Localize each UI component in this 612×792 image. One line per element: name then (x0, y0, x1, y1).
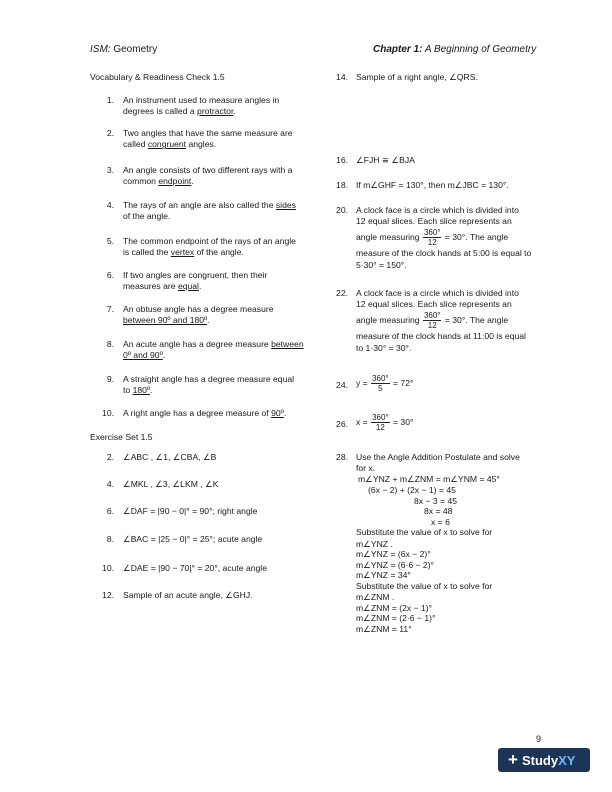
item-text: The common endpoint of the rays of an angle (123, 236, 296, 246)
item-text: is called the (123, 247, 171, 258)
equation-line: m∠ZNM . (356, 592, 395, 603)
vocab-item (96, 200, 296, 222)
exercise-item-20 (330, 205, 570, 271)
item-number: 24. (336, 380, 348, 390)
item-text: ∠BAC = |25 − 0|° = 25°; acute angle (123, 534, 263, 544)
studyxy-logo (498, 748, 590, 772)
item-number: 6. (106, 506, 114, 516)
item-number: 14. (336, 72, 348, 82)
header-book-label: ISM: (90, 44, 111, 55)
item-text: to 1·30° = 30°. (356, 342, 412, 353)
answer-term: congruent (147, 139, 187, 150)
item-text: A straight angle has a degree measure equal (123, 374, 295, 384)
item-number: 28. (336, 452, 348, 462)
item-text: A right angle has a degree measure of (123, 408, 272, 418)
exercise-item-16 (330, 155, 415, 166)
item-text: . (191, 176, 194, 187)
fraction (423, 228, 442, 247)
equation-line: 8x − 3 = 45 (414, 495, 458, 506)
item-text: = 30°. The angle (442, 315, 509, 326)
item-text: Sample of an acute angle, ∠GHJ. (123, 590, 253, 600)
equation-line: m∠YNZ . (356, 538, 393, 549)
item-number: 2. (106, 128, 114, 138)
item-text: ∠MKL , ∠3, ∠LKM , ∠K (123, 479, 219, 489)
running-header-right (373, 44, 536, 55)
vocab-item (96, 270, 267, 292)
fraction-denominator: 12 (375, 423, 385, 432)
vocab-heading: Vocabulary & Readiness Check 1.5 (90, 72, 225, 82)
equation-line: x = 6 (431, 516, 450, 527)
item-text: ∠ABC , ∠1, ∠CBA, ∠B (123, 452, 217, 462)
vocab-item (96, 304, 274, 326)
item-text: A clock face is a circle which is divided into (356, 288, 519, 298)
exercise-item (96, 563, 267, 574)
item-text: 5·30° = 150°. (356, 259, 407, 270)
fraction-denominator: 12 (427, 321, 437, 331)
plus-icon: + (508, 750, 518, 769)
equation-line: m∠YNZ + m∠ZNM = m∠YNM = 45° (358, 474, 500, 485)
exercise-item (96, 479, 218, 490)
item-text: degrees is called a (123, 106, 198, 117)
equation-line: (6x − 2) + (2x − 1) = 45 (368, 485, 456, 495)
answer-term: sides (275, 200, 296, 210)
fraction-denominator: 5 (378, 384, 383, 393)
equation-line: m∠ZNM = 11° (356, 623, 412, 634)
exercise-item (96, 506, 257, 517)
item-text: . (150, 385, 153, 396)
item-number: 1. (106, 95, 114, 105)
item-number: 6. (106, 270, 114, 280)
equation-line: m∠YNZ = (6·6 − 2)° (356, 559, 434, 570)
item-text: angle measuring (356, 315, 422, 326)
item-number: 4. (106, 479, 114, 489)
exercise-item-28 (330, 452, 570, 635)
item-text: 12 equal slices. Each slice represents an (356, 216, 512, 227)
item-text: An angle consists of two different rays with a (123, 165, 293, 175)
answer-term: equal (177, 281, 199, 292)
item-number: 3. (106, 165, 114, 175)
item-text: Use the Angle Addition Postulate and solve (356, 452, 520, 462)
item-number: 2. (106, 452, 114, 462)
answer-term: between 90º and 180º (123, 315, 208, 326)
answer-term: 180º (132, 385, 151, 396)
item-text: 12 equal slices. Each slice represents an (356, 299, 512, 310)
exercise-item (96, 534, 262, 545)
item-number: 10. (102, 408, 114, 418)
equation-line: m∠YNZ = (6x − 2)° (356, 549, 431, 560)
item-number: 10. (102, 563, 114, 573)
exercise-item-24 (330, 374, 413, 393)
item-text: angles. (186, 139, 217, 150)
item-text: to (123, 385, 133, 396)
equation-line: 8x = 48 (424, 506, 453, 517)
item-number: 12. (102, 590, 114, 600)
item-text: ∠DAF = |90 − 0|° = 90°; right angle (123, 506, 258, 516)
item-number: 20. (336, 205, 348, 215)
item-text: . (207, 315, 210, 326)
fraction-numerator: 360° (372, 413, 389, 422)
item-text: = 72° (390, 377, 414, 388)
item-number: 26. (336, 419, 348, 429)
item-text: of the angle. (194, 247, 244, 258)
item-number: 7. (106, 304, 114, 314)
exercise-item-22 (330, 288, 570, 354)
vocab-item (96, 95, 279, 117)
item-number: 4. (106, 200, 114, 210)
item-text: . (283, 408, 287, 418)
item-number: 8. (106, 534, 114, 544)
item-text: measure of the clock hands at 11:00 is equal (356, 331, 526, 342)
item-text: If two angles are congruent, then their (123, 270, 268, 280)
vocab-item (96, 374, 294, 396)
item-text: ∠FJH ≅ ∠BJA (356, 155, 415, 165)
item-text: Substitute the value of x to solve for (356, 527, 493, 538)
exercise-heading: Exercise Set 1.5 (90, 432, 153, 442)
item-text: Sample of a right angle, ∠QRS. (356, 72, 478, 82)
item-text: of the angle. (123, 211, 171, 222)
logo-text: Study (521, 752, 559, 768)
exercise-item-18 (330, 180, 509, 191)
answer-term: between (271, 339, 304, 349)
item-text: called (123, 139, 148, 150)
fraction-numerator: 360° (372, 374, 389, 383)
item-text: for x. (356, 463, 376, 474)
item-text: An obtuse angle has a degree measure (123, 304, 274, 314)
equation-line: m∠ZNM = (2·6 − 1)° (356, 613, 436, 624)
header-book-title: Geometry (110, 44, 158, 55)
logo-text-accent: XY (558, 752, 576, 768)
item-text: An instrument used to measure angles in (123, 95, 280, 105)
item-text: If m∠GHF = 130°, then m∠JBC = 130°. (356, 180, 509, 190)
item-number: 18. (336, 180, 348, 190)
item-text: ∠DAE = |90 − 70|° = 20°, acute angle (123, 563, 267, 573)
item-text: measure of the clock hands at 5:00 is equal to (356, 248, 532, 259)
answer-term: 90º (271, 408, 284, 418)
item-text: The rays of an angle are also called the (123, 200, 276, 210)
vocab-item (96, 408, 286, 419)
vocab-item (96, 128, 293, 150)
item-text: Two angles that have the same measure are (123, 128, 293, 138)
item-text: . (198, 281, 202, 292)
answer-term: vertex (170, 247, 195, 258)
item-number: 22. (336, 288, 348, 298)
vocab-item (96, 236, 296, 258)
equation-line: m∠ZNM = (2x − 1)° (356, 602, 433, 613)
item-text: angle measuring (356, 232, 422, 243)
vocab-item (96, 339, 304, 361)
answer-term: protractor (197, 106, 234, 117)
item-text: = 30°. The angle (442, 232, 509, 243)
item-number: 9. (106, 374, 114, 384)
item-text: y = (356, 377, 371, 388)
header-chapter-title: A Beginning of Geometry (422, 44, 537, 55)
exercise-item-26 (330, 413, 413, 432)
fraction (371, 374, 390, 393)
equation-line: m∠YNZ = 34° (356, 570, 411, 581)
item-text: Substitute the value of x to solve for (356, 580, 493, 591)
header-chapter-label: Chapter 1: (373, 44, 423, 55)
item-text: = 30° (390, 416, 414, 427)
exercise-item (96, 452, 216, 463)
exercise-item (96, 590, 253, 601)
fraction (371, 413, 390, 432)
item-text: common (123, 176, 159, 187)
answer-term: 0º and 90º (123, 350, 163, 361)
item-number: 8. (106, 339, 114, 349)
answer-term: endpoint (158, 176, 192, 187)
item-text: x = (356, 416, 371, 427)
fraction-numerator: 360° (423, 228, 441, 238)
running-header-left (90, 44, 157, 55)
page-number: 9 (536, 734, 542, 744)
item-number: 5. (106, 236, 114, 246)
item-text: A clock face is a circle which is divided into (356, 205, 519, 215)
exercise-item-14 (330, 72, 478, 83)
item-text: . (162, 350, 166, 361)
vocab-item (96, 165, 292, 187)
item-text: An acute angle has a degree measure (123, 339, 272, 349)
item-text: . (233, 106, 236, 117)
fraction (423, 311, 442, 330)
item-number: 16. (336, 155, 348, 165)
item-text: measures are (123, 281, 178, 292)
fraction-numerator: 360° (423, 311, 441, 321)
fraction-denominator: 12 (427, 238, 437, 248)
